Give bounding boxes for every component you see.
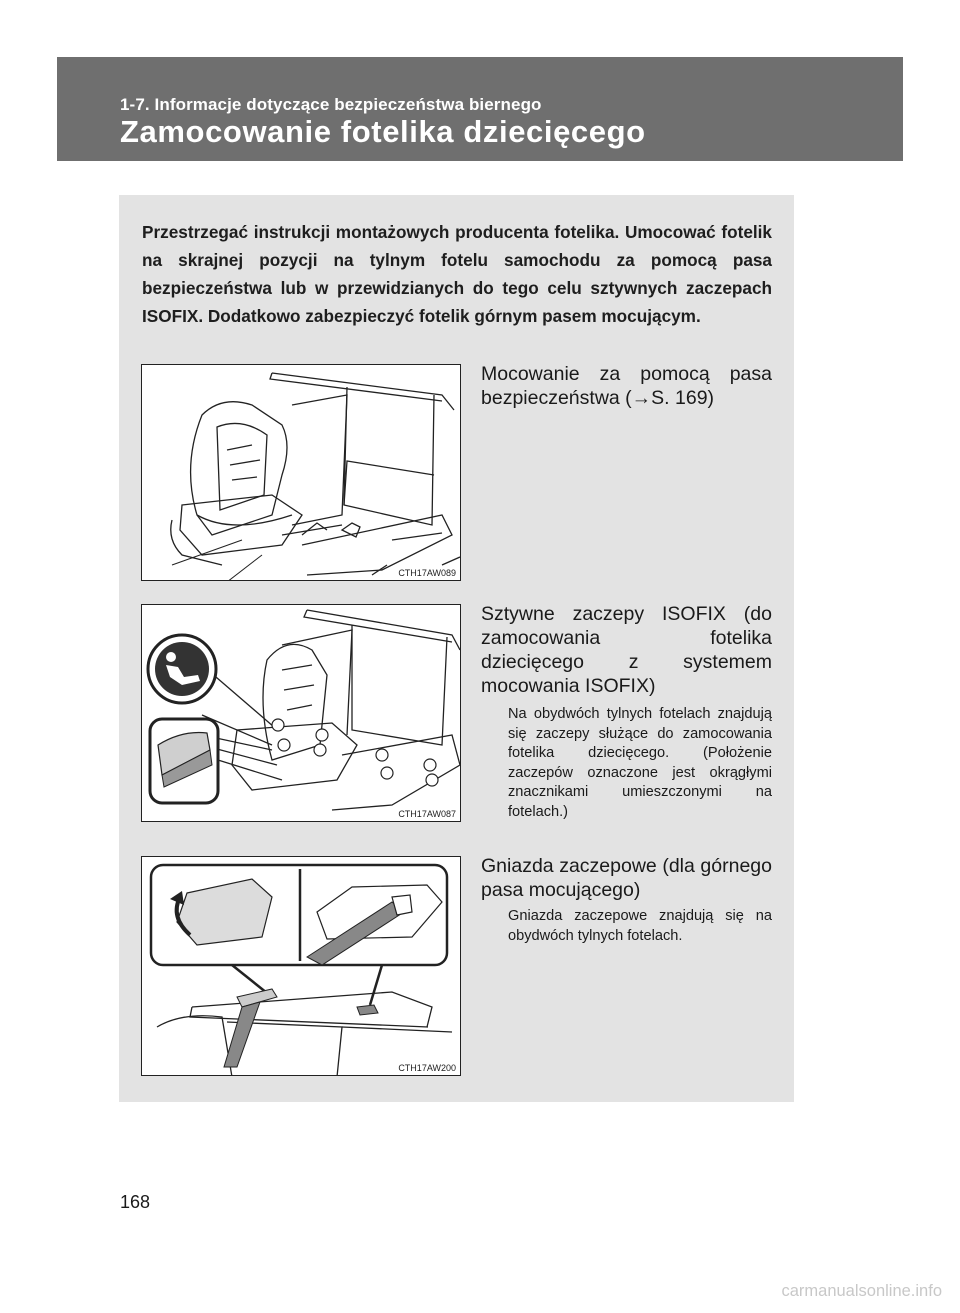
watermark: carmanualsonline.info: [781, 1282, 942, 1300]
section-label: 1-7. Informacje dotyczące bezpieczeństwa biernego: [120, 95, 542, 114]
item-description: Na obydwóch tylnych fotelach znajdują się zaczepy służące do zamocowania fotelika dziecięcego. (Położenie zaczepów oznaczone jest okrągłymi znacznikami umieszczonymi na fotelach.): [508, 706, 772, 820]
figure-code: CTH17AW087: [398, 809, 456, 819]
page-title: Zamocowanie fotelika dziecięcego: [120, 114, 646, 149]
item-title: Sztywne zaczepy ISOFIX (do zamocowania fotelika dziecięcego z systemem mocowania ISOFIX): [481, 603, 772, 697]
item-title: Gniazda zaczepowe (dla górnego pasa mocującego): [481, 855, 772, 901]
intro-paragraph: Przestrzegać instrukcji montażowych producenta fotelika. Umocować fotelik na skrajnej pozycji na tylnym fotelu samochodu za pomocą pasa bezpieczeństwa lub w przewidzianych do tego celu sztywnych zaczepach ISOFIX. Dodatkowo zabezpieczyć fotelik górnym pasem mocującym.: [142, 222, 772, 326]
figure-top-tether-anchors: [141, 856, 461, 1076]
page-number: 168: [120, 1192, 151, 1212]
top-tether-anchor-illustration: [142, 857, 461, 1076]
item-title: Mocowanie za pomocą pasa bezpieczeństwa (→S. 169): [481, 363, 772, 409]
child-seat-belt-installation-illustration: [142, 365, 461, 581]
isofix-anchor-illustration: [142, 605, 461, 822]
figure-seatbelt-installation: [141, 364, 461, 581]
figure-code: CTH17AW200: [398, 1063, 456, 1073]
figure-code: CTH17AW089: [398, 568, 456, 578]
item-description: Gniazda zaczepowe znajdują się na obydwóch tylnych fotelach.: [508, 908, 772, 944]
figure-isofix-anchors: [141, 604, 461, 822]
